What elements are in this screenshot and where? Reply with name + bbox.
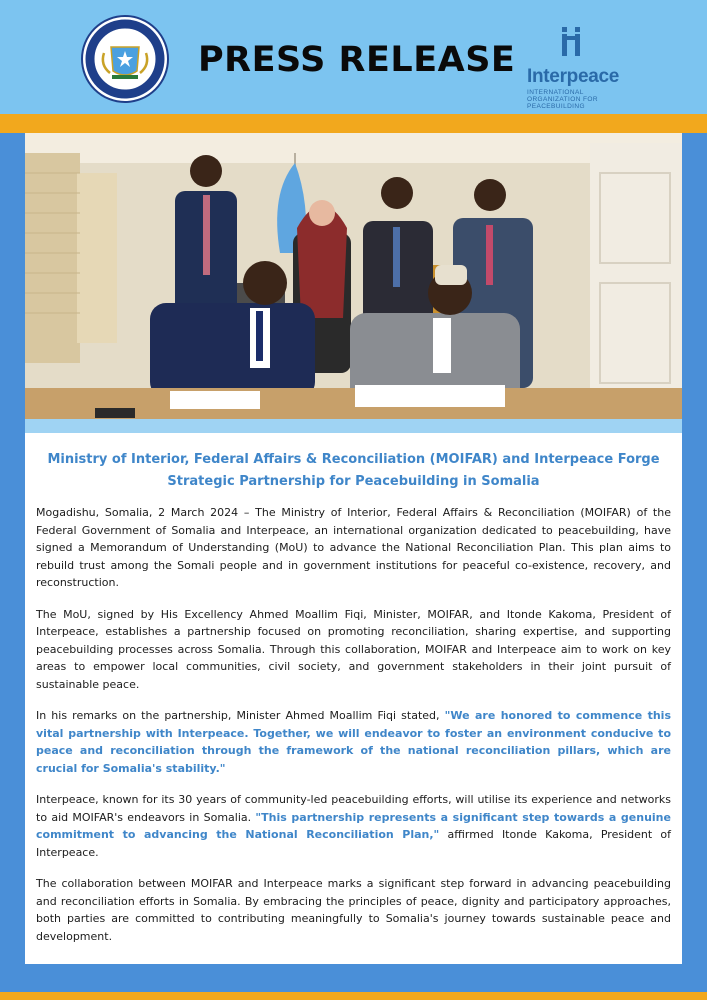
partner-subtitle: INTERNATIONAL ORGANIZATION FOR PEACEBUILDING bbox=[527, 89, 598, 110]
paragraph-1: Mogadishu, Somalia, 2 March 2024 – The Ministry of Interior, Federal Affairs & Reconciliation (MOIFAR) of the Federal Government of Somalia and Interpeace, an international organization dedicated to peacebuilding, have signed a Memorandum of Understanding (MoU) to advance the National Reconciliation Plan. This plan aims to rebuild trust among the Somali people and in government institutions for peaceful co-existence, recovery, and reconstruction. bbox=[36, 506, 671, 589]
page-title: PRESS RELEASE bbox=[198, 40, 516, 80]
headline-line-1: Ministry of Interior, Federal Affairs & Reconciliation (MOIFAR) and Interpeace Forge bbox=[47, 452, 660, 467]
paragraph-3-lead: In his remarks on the partnership, Minister Ahmed Moallim Fiqi stated, bbox=[36, 709, 445, 722]
photo-caption-strip bbox=[25, 419, 682, 433]
photo-illustration-icon bbox=[25, 133, 682, 419]
paragraph-4-tail: affirmed Itonde Kakoma, President of Interpeace. bbox=[36, 828, 671, 859]
headline-line-2: Strategic Partnership for Peacebuilding in Somalia bbox=[167, 474, 540, 489]
gold-divider-bottom bbox=[0, 992, 707, 1000]
paragraph-4 bbox=[36, 791, 671, 861]
minister-quote: "We are honored to commence this vital partnership with Interpeace. Together, we will endeavor to foster an environment conducive to peace and reconciliation through the framework of the national reconciliation pillars, which are crucial for Somalia's stability." bbox=[36, 709, 672, 775]
paragraph-4-lead: Interpeace, known for its 30 years of community-led peacebuilding efforts, will utilise its experience and networks to aid MOIFAR's endeavors in Somalia. bbox=[36, 793, 671, 824]
partner-name: Interpeace bbox=[527, 66, 620, 87]
ministry-seal-icon bbox=[80, 15, 170, 103]
article-headline bbox=[25, 449, 682, 493]
paragraph-2: The MoU, signed by His Excellency Ahmed Moallim Fiqi, Minister, MOIFAR, and Itonde Kakoma, President of Interpeace, establishes a partnership focused on promoting reconciliation, sharing expertise, and supporting peacebuilding processes across Somalia. Through this collaboration, MOIFAR and Interpeace aim to work on key areas to empower local communities, civil society, and government stakeholders in their joint pursuit of sustainable peace. bbox=[36, 607, 671, 691]
paragraph-3 bbox=[36, 707, 671, 777]
gold-divider-top bbox=[0, 114, 707, 133]
paragraph-5: The collaboration between MOIFAR and Interpeace marks a significant step forward in advancing peacebuilding and reconciliation efforts in Somalia. By embracing the principles of peace, dignity and participatory approaches, both parties are committed to contributing meaningfully to Somalia's journey towards sustainable peace and development. bbox=[36, 877, 671, 943]
article-body bbox=[36, 504, 671, 959]
president-quote: "This partnership represents a significant step towards a genuine commitment to advancing the National Reconciliation Plan," bbox=[36, 810, 671, 841]
signing-ceremony-photo bbox=[25, 133, 682, 419]
